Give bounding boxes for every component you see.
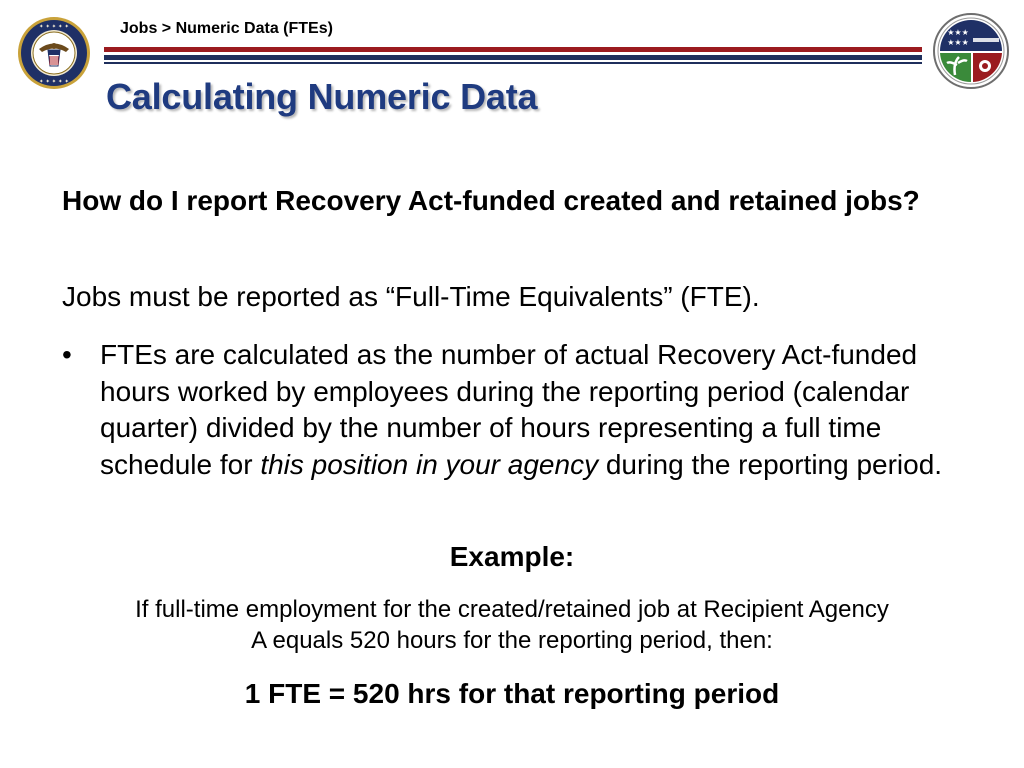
fte-statement: Jobs must be reported as “Full-Time Equivalents” (FTE). [62,281,760,312]
page-title: Calculating Numeric Data [106,76,538,117]
bullet-text-after: during the reporting period. [598,448,943,480]
bullet-text-italic: this position in your agency [260,448,599,480]
header-rule-blue [104,55,922,60]
example-line-1: If full-time employment for the created/retained job at Recipient Agency [135,596,889,623]
example-line-2: A equals 520 hours for the reporting period, then: [251,627,773,654]
svg-text:★★★: ★★★ [947,38,969,47]
bullet-text-before: FTEs are calculated as the number of actual Recovery Act-funded hours worked by employees during the reporting period (calendar quarter) divided by the number of hours representing a full time schedule for [100,339,918,480]
fte-bullet [62,337,982,483]
question-heading: How do I report Recovery Act-funded created and retained jobs? [62,185,920,216]
doj-office-of-justice-programs-seal-icon [17,16,91,90]
recovery-gov-emblem-icon [933,13,1009,89]
fte-formula: 1 FTE = 520 hrs for that reporting period [244,678,780,709]
header-rule-thin [104,62,922,64]
example-body [52,594,972,656]
example-heading: Example: [449,541,575,572]
bullet-text [100,337,982,483]
svg-text:★★★: ★★★ [947,28,969,37]
breadcrumb: Jobs > Numeric Data (FTEs) [120,20,333,37]
bullet-marker: • [62,339,72,370]
svg-text:✦ ✦ ✦ ✦ ✦: ✦ ✦ ✦ ✦ ✦ [38,24,70,30]
svg-text:✦ ✦ ✦ ✦ ✦: ✦ ✦ ✦ ✦ ✦ [38,79,70,85]
